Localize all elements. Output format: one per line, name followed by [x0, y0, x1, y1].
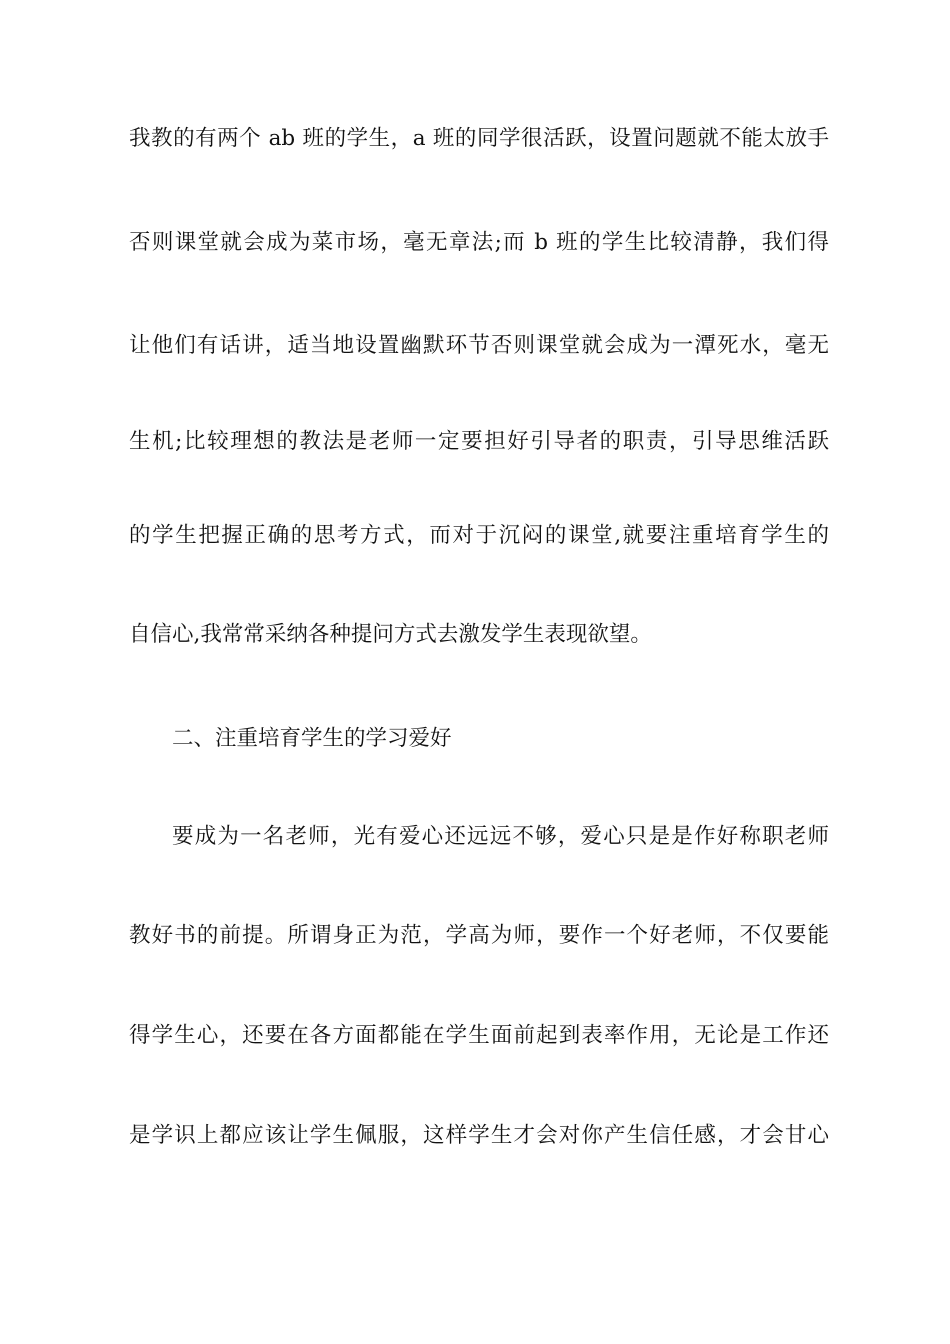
paragraph-1-line-4: 生机;比较理想的教法是老师一定要担好引导者的职责，引导思维活跃 [129, 429, 829, 454]
section-heading: 二、注重培育学生的学习爱好 [172, 726, 452, 751]
paragraph-1-line-5: 的学生把握正确的思考方式，而对于沉闷的课堂,就要注重培育学生的 [129, 523, 829, 548]
paragraph-1-line-1: 我教的有两个 ab 班的学生，a 班的同学很活跃，设置问题就不能太放手 [129, 126, 829, 151]
paragraph-1-line-3: 让他们有话讲，适当地设置幽默环节否则课堂就会成为一潭死水，毫无 [129, 333, 829, 358]
paragraph-2-line-4: 是学识上都应该让学生佩服，这样学生才会对你产生信任感，才会甘心 [129, 1123, 829, 1148]
paragraph-2-line-2: 教好书的前提。所谓身正为范，学高为师，要作一个好老师，不仅要能 [129, 923, 829, 948]
paragraph-1-line-6: 自信心,我常常采纳各种提问方式去激发学生表现欲望。 [129, 622, 652, 647]
paragraph-2-line-3: 得学生心，还要在各方面都能在学生面前起到表率作用，无论是工作还 [129, 1023, 829, 1048]
paragraph-2-line-1: 要成为一名老师，光有爱心还远远不够，爱心只是是作好称职老师 [172, 824, 829, 849]
paragraph-1-line-2: 否则课堂就会成为菜市场，毫无章法;而 b 班的学生比较清静，我们得 [129, 230, 829, 255]
